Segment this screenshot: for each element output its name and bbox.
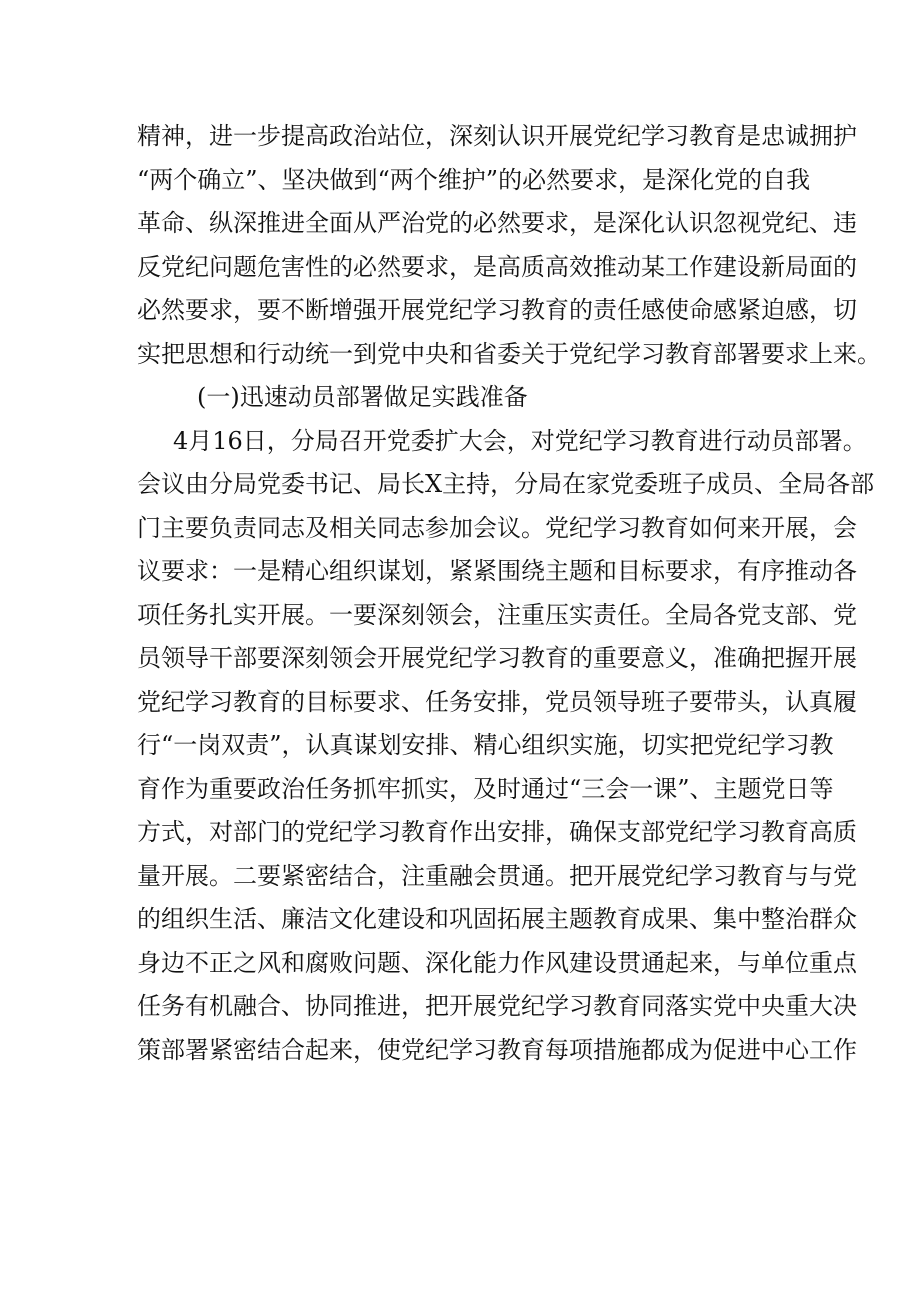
paragraph-line: 项任务扎实开展。一要深刻领会，注重压实责任。全局各党支部、党 [137,600,857,629]
paragraph-line: 员领导干部要深刻领会开展党纪学习教育的重要意义，准确把握开展 [137,644,857,672]
paragraph-line: 的组织生活、廉洁文化建设和巩固拓展主题教育成果、集中整治群众 [137,905,857,933]
paragraph-line: 会议由分局党委书记、局长X主持，分局在家党委班子成员、全局各部 [137,470,875,498]
paragraph-line: 精神，进一步提高政治站位，深刻认识开展党纪学习教育是忠诚拥护 [137,122,857,150]
paragraph-line: 必然要求，要不断增强开展党纪学习教育的责任感使命感紧迫感，切 [137,296,857,324]
paragraph-line: 党纪学习教育的目标要求、任务安排，党员领导班子要带头，认真履 [137,687,857,716]
paragraph-line: 门主要负责同志及相关同志参加会议。党纪学习教育如何来开展，会 [137,513,857,542]
paragraph-line: 议要求：一是精心组织谋划，紧紧围绕主题和目标要求，有序推动各 [137,557,857,585]
paragraph-line: 行“一岗双责”，认真谋划安排、精心组织实施，切实把党纪学习教 [137,731,834,759]
paragraph-line: 反党纪问题危害性的必然要求，是高质高效推动某工作建设新局面的 [137,252,857,281]
paragraph-line: 实把思想和行动统一到党中央和省委关于党纪学习教育部署要求上来。 [137,339,881,368]
paragraph-line: 革命、纵深推进全面从严治党的必然要求，是深化认识忽视党纪、违 [137,209,857,237]
paragraph-line: 身边不正之风和腐败问题、深化能力作风建设贯通起来，与单位重点 [137,948,857,977]
paragraph-line: 育作为重要政治任务抓牢抓实，及时通过“三会一课”、主题党日等 [137,774,834,803]
paragraph-line: 策部署紧密结合起来，使党纪学习教育每项措施都成为促进中心工作 [137,1035,857,1064]
paragraph-line: 任务有机融合、协同推进，把开展党纪学习教育同落实党中央重大决 [137,992,857,1020]
paragraph-line: 量开展。二要紧密结合，注重融会贯通。把开展党纪学习教育与与党 [137,861,857,890]
section-heading: (一)迅速动员部署做足实践准备 [197,383,528,411]
paragraph-line: “两个确立”、坚决做到“两个维护”的必然要求，是深化党的自我 [137,165,811,194]
paragraph-line: 4月16日，分局召开党委扩大会，对党纪学习教育进行动员部署。 [173,426,867,455]
document-body [137,115,881,1072]
paragraph-line: 方式，对部门的党纪学习教育作出安排，确保支部党纪学习教育高质 [137,818,857,846]
